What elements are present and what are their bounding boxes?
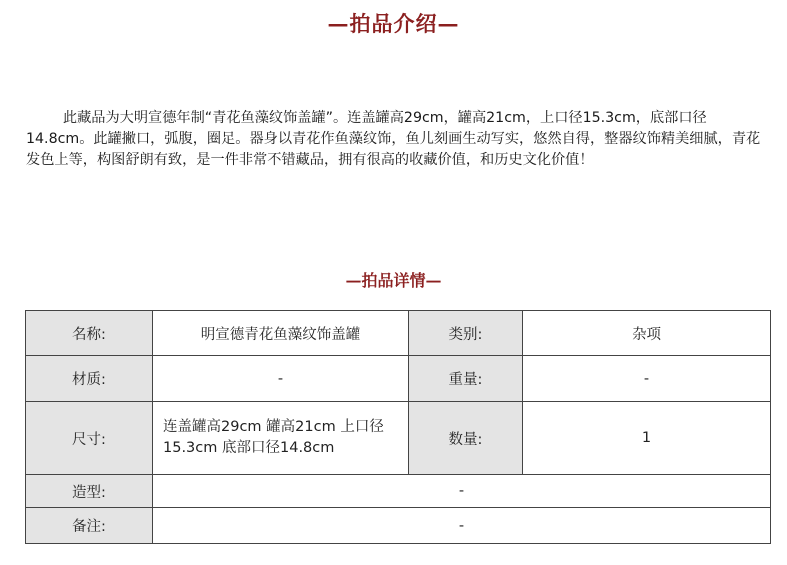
category-value: 杂项: [523, 311, 771, 356]
table-row-size: [26, 402, 771, 475]
table-row-name: [26, 311, 771, 356]
material-value: -: [153, 356, 409, 402]
shape-value: -: [153, 475, 771, 508]
page-title: —拍品介绍—: [327, 11, 460, 36]
name-value: 明宣德青花鱼藻纹饰盖罐: [153, 311, 409, 356]
notes-value: -: [153, 508, 771, 544]
shape-label: 造型:: [26, 475, 153, 508]
weight-value: -: [523, 356, 771, 402]
weight-label: 重量:: [409, 356, 523, 402]
quantity-label: 数量:: [409, 402, 523, 475]
size-value: 连盖罐高29cm 罐高21cm 上口径15.3cm 底部口径14.8cm: [153, 402, 409, 475]
table-row-notes: [26, 508, 771, 544]
table-row-material: [26, 356, 771, 402]
size-label: 尺寸:: [26, 402, 153, 475]
quantity-value: 1: [523, 402, 771, 475]
details-section-title: —拍品详情—: [345, 271, 442, 290]
category-label: 类别:: [409, 311, 523, 356]
details-table: [25, 310, 771, 544]
material-label: 材质:: [26, 356, 153, 402]
table-row-shape: [26, 475, 771, 508]
intro-paragraph: 此藏品为大明宣德年制“青花鱼藻纹饰盖罐”。连盖罐高29cm，罐高21cm，上口径15.3cm，底部口径14.8cm。此罐撇口，弧腹，圈足。器身以青花作鱼藻纹饰，鱼儿刻画生动写实，悠然自得，整器纹饰精美细腻，青花发色上等，构图舒朗有致，是一件非常不错藏品，拥有很高的收藏价值，和历史文化价值！: [26, 110, 761, 168]
name-label: 名称:: [26, 311, 153, 356]
notes-label: 备注:: [26, 508, 153, 544]
